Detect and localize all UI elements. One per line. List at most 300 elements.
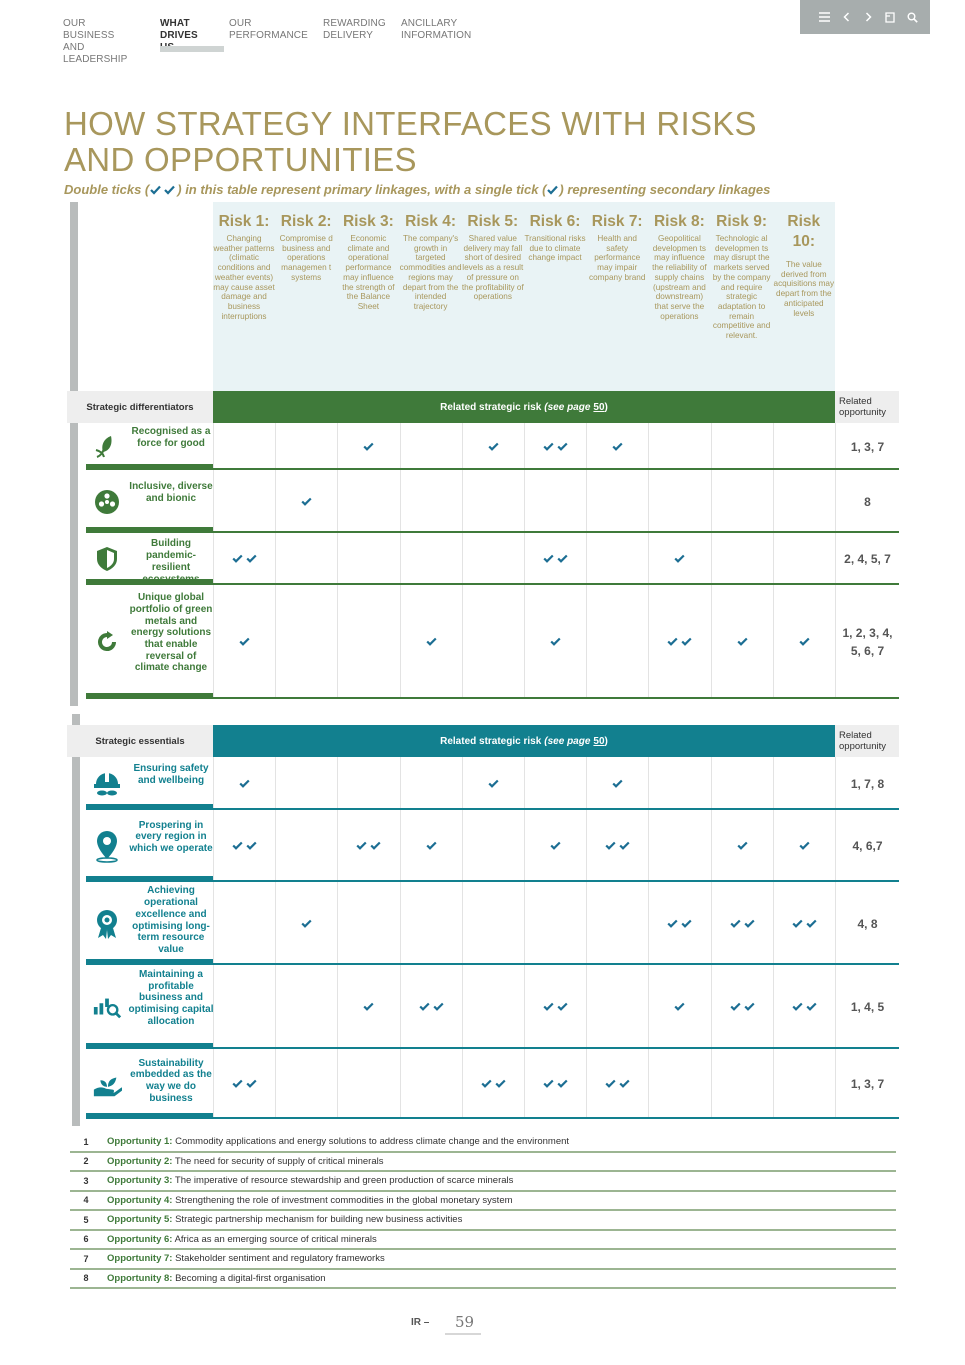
risk-cell <box>400 810 462 882</box>
risk-description: Changing weather patterns (climatic conditions and weather events) may cause asset damage and business interruptions <box>213 234 275 321</box>
risk-description: Technologic al developmen ts may disrupt the markets served by the company and require strategic adaptation to remain competitive and relevant. <box>712 234 771 341</box>
opportunity-description <box>102 1214 462 1225</box>
opportunity-name: Opportunity 2: <box>107 1155 173 1167</box>
risk-cell <box>648 585 710 699</box>
risk-cell <box>773 810 835 882</box>
tick-icon <box>488 438 499 456</box>
risk-cell <box>773 533 835 585</box>
differentiators-risk-band <box>213 391 835 423</box>
opportunity-number: 1 <box>83 1136 89 1147</box>
page-link[interactable]: 50 <box>593 401 605 413</box>
risk-cell <box>337 810 399 882</box>
row-label: Sustainability embedded as the way we do business <box>130 1057 212 1104</box>
risk-cell <box>586 965 648 1049</box>
essentials-header: Strategic essentials <box>67 725 213 757</box>
risk-cell <box>275 810 337 882</box>
risk-cell <box>462 757 524 810</box>
risk-column-header <box>773 212 835 318</box>
risk-cell <box>524 533 586 585</box>
risk-cell <box>213 1049 275 1119</box>
opportunity-description <box>102 1253 385 1264</box>
row-label: Ensuring safety and wellbeing <box>133 762 209 786</box>
page-link[interactable]: 50 <box>593 735 605 747</box>
risk-cell <box>400 533 462 585</box>
related-opportunity-value: 1, 3, 7 <box>835 423 899 470</box>
band-label: Related strategic risk <box>440 735 542 747</box>
opportunity-description <box>102 1136 569 1147</box>
risk-cell <box>586 757 648 810</box>
footer-report-label: IR – <box>411 1317 430 1328</box>
risk-cell <box>400 882 462 965</box>
risk-cell <box>773 965 835 1049</box>
row-label: Recognised as a force for good <box>131 425 211 449</box>
opportunity-text: Africa as an emerging source of critical minerals <box>174 1233 377 1245</box>
tick-icon <box>792 915 803 933</box>
tick-icon <box>737 633 748 651</box>
risk-cell <box>711 1049 773 1119</box>
tick-icon <box>605 1075 616 1093</box>
tick-icon <box>488 775 499 793</box>
risk-column-header <box>648 212 710 321</box>
nav-rewarding-delivery[interactable] <box>323 18 386 42</box>
tick-icon <box>550 837 561 855</box>
nav-label: OUR <box>229 18 252 29</box>
subtitle-text: ) in this table represent primary linkages, with a single tick ( <box>177 182 547 197</box>
opportunity-legend-row <box>70 1211 896 1231</box>
band-label: Related strategic risk <box>440 401 542 413</box>
opportunity-description <box>102 1195 513 1206</box>
risk-cell <box>462 533 524 585</box>
tick-icon <box>557 438 568 456</box>
tick-legend-note <box>64 182 924 198</box>
tick-icon <box>681 633 692 651</box>
opportunity-name: Opportunity 4: <box>107 1194 173 1206</box>
nav-active-indicator <box>160 46 224 52</box>
section-sidebar-bar <box>70 202 78 706</box>
differentiators-header: Strategic differentiators <box>67 391 213 423</box>
risk-cell <box>773 423 835 470</box>
opportunity-legend-row <box>70 1153 896 1173</box>
risk-description: Economic climate and operational performance may influence the strength of the Balance Sheet <box>342 234 395 311</box>
tick-icon <box>612 775 623 793</box>
risk-description: Shared value delivery may fall short of desired levels as a result of pressure on the profitability of operations <box>461 234 524 302</box>
related-opportunity-value: 4, 6,7 <box>835 810 899 882</box>
risk-cell <box>773 757 835 810</box>
tick-icon <box>495 1075 506 1093</box>
risk-cell <box>586 882 648 965</box>
opp-header-line: opportunity <box>839 741 887 752</box>
hardhat-icon <box>92 769 122 799</box>
risk-cell <box>524 965 586 1049</box>
tick-icon <box>543 438 554 456</box>
table-row <box>86 470 899 533</box>
risk-cell <box>275 882 337 965</box>
risk-cell <box>586 585 648 699</box>
tick-icon <box>419 998 430 1016</box>
nav-label: DRIVES <box>160 30 198 41</box>
risk-cell <box>337 757 399 810</box>
risk-cell <box>213 965 275 1049</box>
location-pin-icon <box>92 831 122 861</box>
tick-icon <box>246 1075 257 1093</box>
risk-cell <box>524 757 586 810</box>
table-row <box>86 533 899 585</box>
band-close: ) <box>604 401 608 413</box>
opportunity-legend-row <box>70 1172 896 1192</box>
risk-title: Risk 1: <box>218 213 270 230</box>
risk-cell <box>337 423 399 470</box>
tick-icon <box>543 998 554 1016</box>
tick-icon <box>744 915 755 933</box>
opportunity-legend-row <box>70 1192 896 1212</box>
risk-column-header <box>524 212 586 263</box>
tick-icon <box>232 1075 243 1093</box>
subtitle-text: Double ticks ( <box>64 182 150 197</box>
risk-description: The company's growth in targeted commodities and regions may depart from the intended trajectory <box>399 234 462 311</box>
risk-cell <box>711 810 773 882</box>
nav-label: DELIVERY <box>323 30 374 41</box>
related-opportunity-value: 8 <box>835 470 899 533</box>
tick-icon <box>246 837 257 855</box>
page-title-line: HOW STRATEGY INTERFACES WITH RISKS <box>64 105 757 142</box>
row-label: Inclusive, diverse and bionic <box>129 480 213 504</box>
subtitle-text: ) representing secondary linkages <box>559 182 771 197</box>
search-icon[interactable] <box>906 10 918 24</box>
opportunity-legend-row <box>70 1231 896 1251</box>
opportunity-number: 6 <box>83 1234 89 1245</box>
essentials-risk-band <box>213 725 835 757</box>
tick-icon <box>239 633 250 651</box>
recycle-arrow-icon <box>92 627 122 657</box>
risk-description: Transitional risks due to climate change impact <box>524 234 586 263</box>
nav-label: WHAT <box>160 18 190 29</box>
risk-cell <box>462 882 524 965</box>
opportunity-name: Opportunity 7: <box>107 1253 173 1265</box>
tick-icon <box>363 438 374 456</box>
opportunity-number: 8 <box>83 1273 89 1284</box>
tick-icon <box>356 837 367 855</box>
table-row <box>86 757 899 810</box>
tick-icon <box>426 837 437 855</box>
risk-cell <box>711 882 773 965</box>
opportunity-name: Opportunity 3: <box>107 1175 173 1187</box>
risk-cell <box>648 965 710 1049</box>
risk-description: Geopolitical developmen ts may influence the reliability of supply chains (upstream and downstream) that serve the operations <box>652 234 707 321</box>
opportunity-number: 7 <box>83 1253 89 1264</box>
risk-cell <box>586 470 648 533</box>
opportunity-number: 2 <box>83 1156 89 1167</box>
risk-cell <box>773 585 835 699</box>
risk-column-header <box>462 212 524 302</box>
tick-icon <box>674 998 685 1016</box>
risk-title: Risk 10: <box>787 213 821 250</box>
risk-title: Risk 3: <box>342 213 394 230</box>
risk-cell <box>711 965 773 1049</box>
risk-cell <box>213 810 275 882</box>
tick-icon <box>246 550 257 568</box>
tick-icon <box>481 1075 492 1093</box>
chart-magnifier-icon <box>92 992 122 1022</box>
opportunity-text: The need for security of supply of critical minerals <box>174 1155 384 1167</box>
tick-icon <box>232 550 243 568</box>
tick-icon <box>557 998 568 1016</box>
risk-cell <box>586 533 648 585</box>
related-opportunity-value: 1, 3, 7 <box>835 1049 899 1119</box>
tick-icon <box>301 915 312 933</box>
risk-cell <box>462 965 524 1049</box>
row-divider <box>86 697 899 699</box>
risk-cell <box>524 423 586 470</box>
risk-cell <box>462 423 524 470</box>
shield-icon <box>92 544 122 574</box>
opp-header-line: opportunity <box>839 407 887 418</box>
risk-column-header <box>275 212 337 283</box>
tick-icon <box>730 998 741 1016</box>
opportunity-legend-row <box>70 1250 896 1270</box>
risk-cell <box>337 470 399 533</box>
band-see-page: (see page <box>544 735 591 747</box>
risk-cell <box>648 533 710 585</box>
tick-icon <box>232 837 243 855</box>
risk-cell <box>711 470 773 533</box>
risk-cell <box>711 585 773 699</box>
opportunity-number: 4 <box>83 1195 89 1206</box>
risk-cell <box>648 1049 710 1119</box>
risk-column-header <box>213 212 275 321</box>
risk-cell <box>711 423 773 470</box>
bookmark-icon[interactable] <box>884 10 896 24</box>
opportunity-name: Opportunity 6: <box>107 1233 173 1245</box>
tick-icon <box>426 633 437 651</box>
risk-title: Risk 9: <box>716 213 768 230</box>
risk-cell <box>648 470 710 533</box>
tick-icon <box>550 633 561 651</box>
chevron-left-icon[interactable] <box>840 10 852 24</box>
risk-cell <box>648 757 710 810</box>
risk-column-header <box>711 212 773 341</box>
related-opportunity-value: 1, 4, 5 <box>835 965 899 1049</box>
tick-icon <box>667 915 678 933</box>
tick-icon <box>239 775 250 793</box>
risk-cell <box>400 470 462 533</box>
risk-title: Risk 5: <box>467 213 519 230</box>
tick-icon <box>730 915 741 933</box>
page-title <box>64 106 864 178</box>
tick-icon <box>792 998 803 1016</box>
nav-ancillary-information[interactable] <box>401 18 471 42</box>
opportunity-description <box>102 1273 326 1284</box>
footer-underline <box>445 1333 481 1335</box>
opportunity-name: Opportunity 8: <box>107 1272 173 1284</box>
tick-icon <box>605 837 616 855</box>
risk-description: Compromise d business and operations managemen t systems <box>279 234 333 282</box>
risk-cell <box>275 757 337 810</box>
risk-cell <box>462 585 524 699</box>
risk-cell <box>213 585 275 699</box>
opportunity-number: 3 <box>83 1175 89 1186</box>
opportunity-text: Stakeholder sentiment and regulatory frameworks <box>175 1253 385 1265</box>
people-circle-icon <box>92 487 122 517</box>
risk-cell <box>275 1049 337 1119</box>
risk-title: Risk 6: <box>529 213 581 230</box>
tick-icon <box>543 550 554 568</box>
table-row <box>86 810 899 882</box>
opportunity-description <box>102 1234 377 1245</box>
nav-label: REWARDING <box>323 18 386 29</box>
opportunity-legend <box>70 1133 896 1289</box>
nav-label: INFORMATION <box>401 30 472 41</box>
tick-icon <box>619 837 630 855</box>
tick-icon <box>370 837 381 855</box>
tick-icon <box>806 915 817 933</box>
table-row <box>86 585 899 699</box>
tick-icon <box>301 493 312 511</box>
table-row <box>86 882 899 965</box>
nav-label: ANCILLARY <box>401 18 458 29</box>
row-label: Building pandemic-resilient <box>145 538 196 573</box>
risk-cell <box>711 533 773 585</box>
risk-cell <box>586 810 648 882</box>
single-tick-icon <box>546 183 559 198</box>
risk-column-header <box>337 212 399 312</box>
differentiators-opportunity-header <box>835 391 899 423</box>
row-label: Unique global portfolio of green metals and energy solutions that enable reversal of climate change <box>129 592 213 674</box>
risk-cell <box>213 470 275 533</box>
opportunity-name: Opportunity 5: <box>107 1214 173 1226</box>
page-toolbar <box>800 0 930 34</box>
essentials-opportunity-header <box>835 725 899 757</box>
risk-column-header <box>400 212 462 312</box>
opportunity-number: 5 <box>83 1214 89 1225</box>
risk-cell <box>648 810 710 882</box>
leaf-icon <box>92 432 122 462</box>
risk-cell <box>337 1049 399 1119</box>
tick-icon <box>363 998 374 1016</box>
page-number: 59 <box>455 1313 475 1331</box>
risk-cell <box>275 423 337 470</box>
opportunity-text: Commodity applications and energy solutions to address climate change and the environment <box>175 1136 570 1148</box>
risk-cell <box>337 965 399 1049</box>
risk-cell <box>213 533 275 585</box>
opportunity-text: The imperative of resource stewardship and green production of scarce minerals <box>174 1175 514 1187</box>
risk-cell <box>773 882 835 965</box>
tick-icon <box>667 633 678 651</box>
risk-cell <box>648 882 710 965</box>
tick-icon <box>557 550 568 568</box>
risk-title: Risk 4: <box>405 213 457 230</box>
table-row <box>86 423 899 470</box>
opportunity-text: Strategic partnership mechanism for building new business activities <box>175 1214 463 1226</box>
band-close: ) <box>604 735 608 747</box>
risk-cell <box>524 470 586 533</box>
tick-icon <box>799 633 810 651</box>
opportunity-legend-row <box>70 1270 896 1290</box>
award-gear-icon <box>92 909 122 939</box>
menu-icon[interactable] <box>818 10 830 24</box>
risk-cell <box>213 882 275 965</box>
tick-icon <box>619 1075 630 1093</box>
risk-cell <box>275 470 337 533</box>
risk-cell <box>337 585 399 699</box>
risk-cell <box>213 423 275 470</box>
nav-label: AND LEADERSHIP <box>63 42 128 65</box>
table-row <box>86 965 899 1049</box>
risk-cell <box>773 470 835 533</box>
risk-cell <box>462 1049 524 1119</box>
opportunity-name: Opportunity 1: <box>107 1136 173 1148</box>
risk-cell <box>400 1049 462 1119</box>
tick-icon <box>681 915 692 933</box>
tick-icon <box>557 1075 568 1093</box>
band-see-page: (see page <box>544 401 591 413</box>
risk-cell <box>400 757 462 810</box>
risk-cell <box>462 810 524 882</box>
row-label: Maintaining a profitable business and optimising capital allocation <box>128 968 214 1027</box>
tick-icon <box>744 998 755 1016</box>
tick-icon <box>612 438 623 456</box>
risk-cell <box>524 810 586 882</box>
opportunity-description <box>102 1156 383 1167</box>
section-sidebar-bar <box>72 714 80 1126</box>
related-opportunity-value: 1, 7, 8 <box>835 757 899 810</box>
chevron-right-icon[interactable] <box>862 10 874 24</box>
tick-icon <box>543 1075 554 1093</box>
nav-label: PERFORMANCE <box>229 30 308 41</box>
tick-icon <box>737 837 748 855</box>
risk-description: The value derived from acquisitions may depart from the anticipated levels <box>773 260 835 318</box>
risk-title: Risk 8: <box>653 213 705 230</box>
tick-icon <box>433 998 444 1016</box>
hand-plant-icon <box>92 1069 122 1099</box>
double-tick-icon <box>149 183 177 198</box>
risk-cell <box>648 423 710 470</box>
risk-cell <box>275 585 337 699</box>
page-title-line: AND OPPORTUNITIES <box>64 141 417 178</box>
related-opportunity-value: 2, 4, 5, 7 <box>835 533 899 585</box>
opportunity-legend-row <box>70 1133 896 1153</box>
risk-cell <box>275 965 337 1049</box>
opp-header-line: Related <box>839 396 872 407</box>
row-divider <box>86 1117 899 1119</box>
risk-cell <box>711 757 773 810</box>
risk-cell <box>586 423 648 470</box>
row-label: Prospering in every region in which we operate <box>129 819 213 854</box>
risk-title: Risk 7: <box>591 213 643 230</box>
risk-cell <box>400 423 462 470</box>
risk-title: Risk 2: <box>280 213 332 230</box>
tick-icon <box>806 998 817 1016</box>
risk-column-header <box>586 212 648 283</box>
related-opportunity-value: 4, 8 <box>835 882 899 965</box>
nav-our-business[interactable] <box>63 18 127 66</box>
risk-cell <box>586 1049 648 1119</box>
risk-cell <box>400 965 462 1049</box>
risk-cell <box>400 585 462 699</box>
risk-cell <box>337 882 399 965</box>
table-row <box>86 1049 899 1119</box>
risk-cell <box>213 757 275 810</box>
nav-our-performance[interactable] <box>229 18 308 42</box>
opportunity-text: Becoming a digital-first organisation <box>175 1272 326 1284</box>
risk-cell <box>275 533 337 585</box>
row-label: Achieving operational excellence and optimising long-term resource value <box>132 885 210 955</box>
nav-label: OUR BUSINESS <box>63 18 115 41</box>
risk-cell <box>524 1049 586 1119</box>
risk-cell <box>524 882 586 965</box>
risk-cell <box>773 1049 835 1119</box>
tick-icon <box>674 550 685 568</box>
opp-header-line: Related <box>839 730 872 741</box>
